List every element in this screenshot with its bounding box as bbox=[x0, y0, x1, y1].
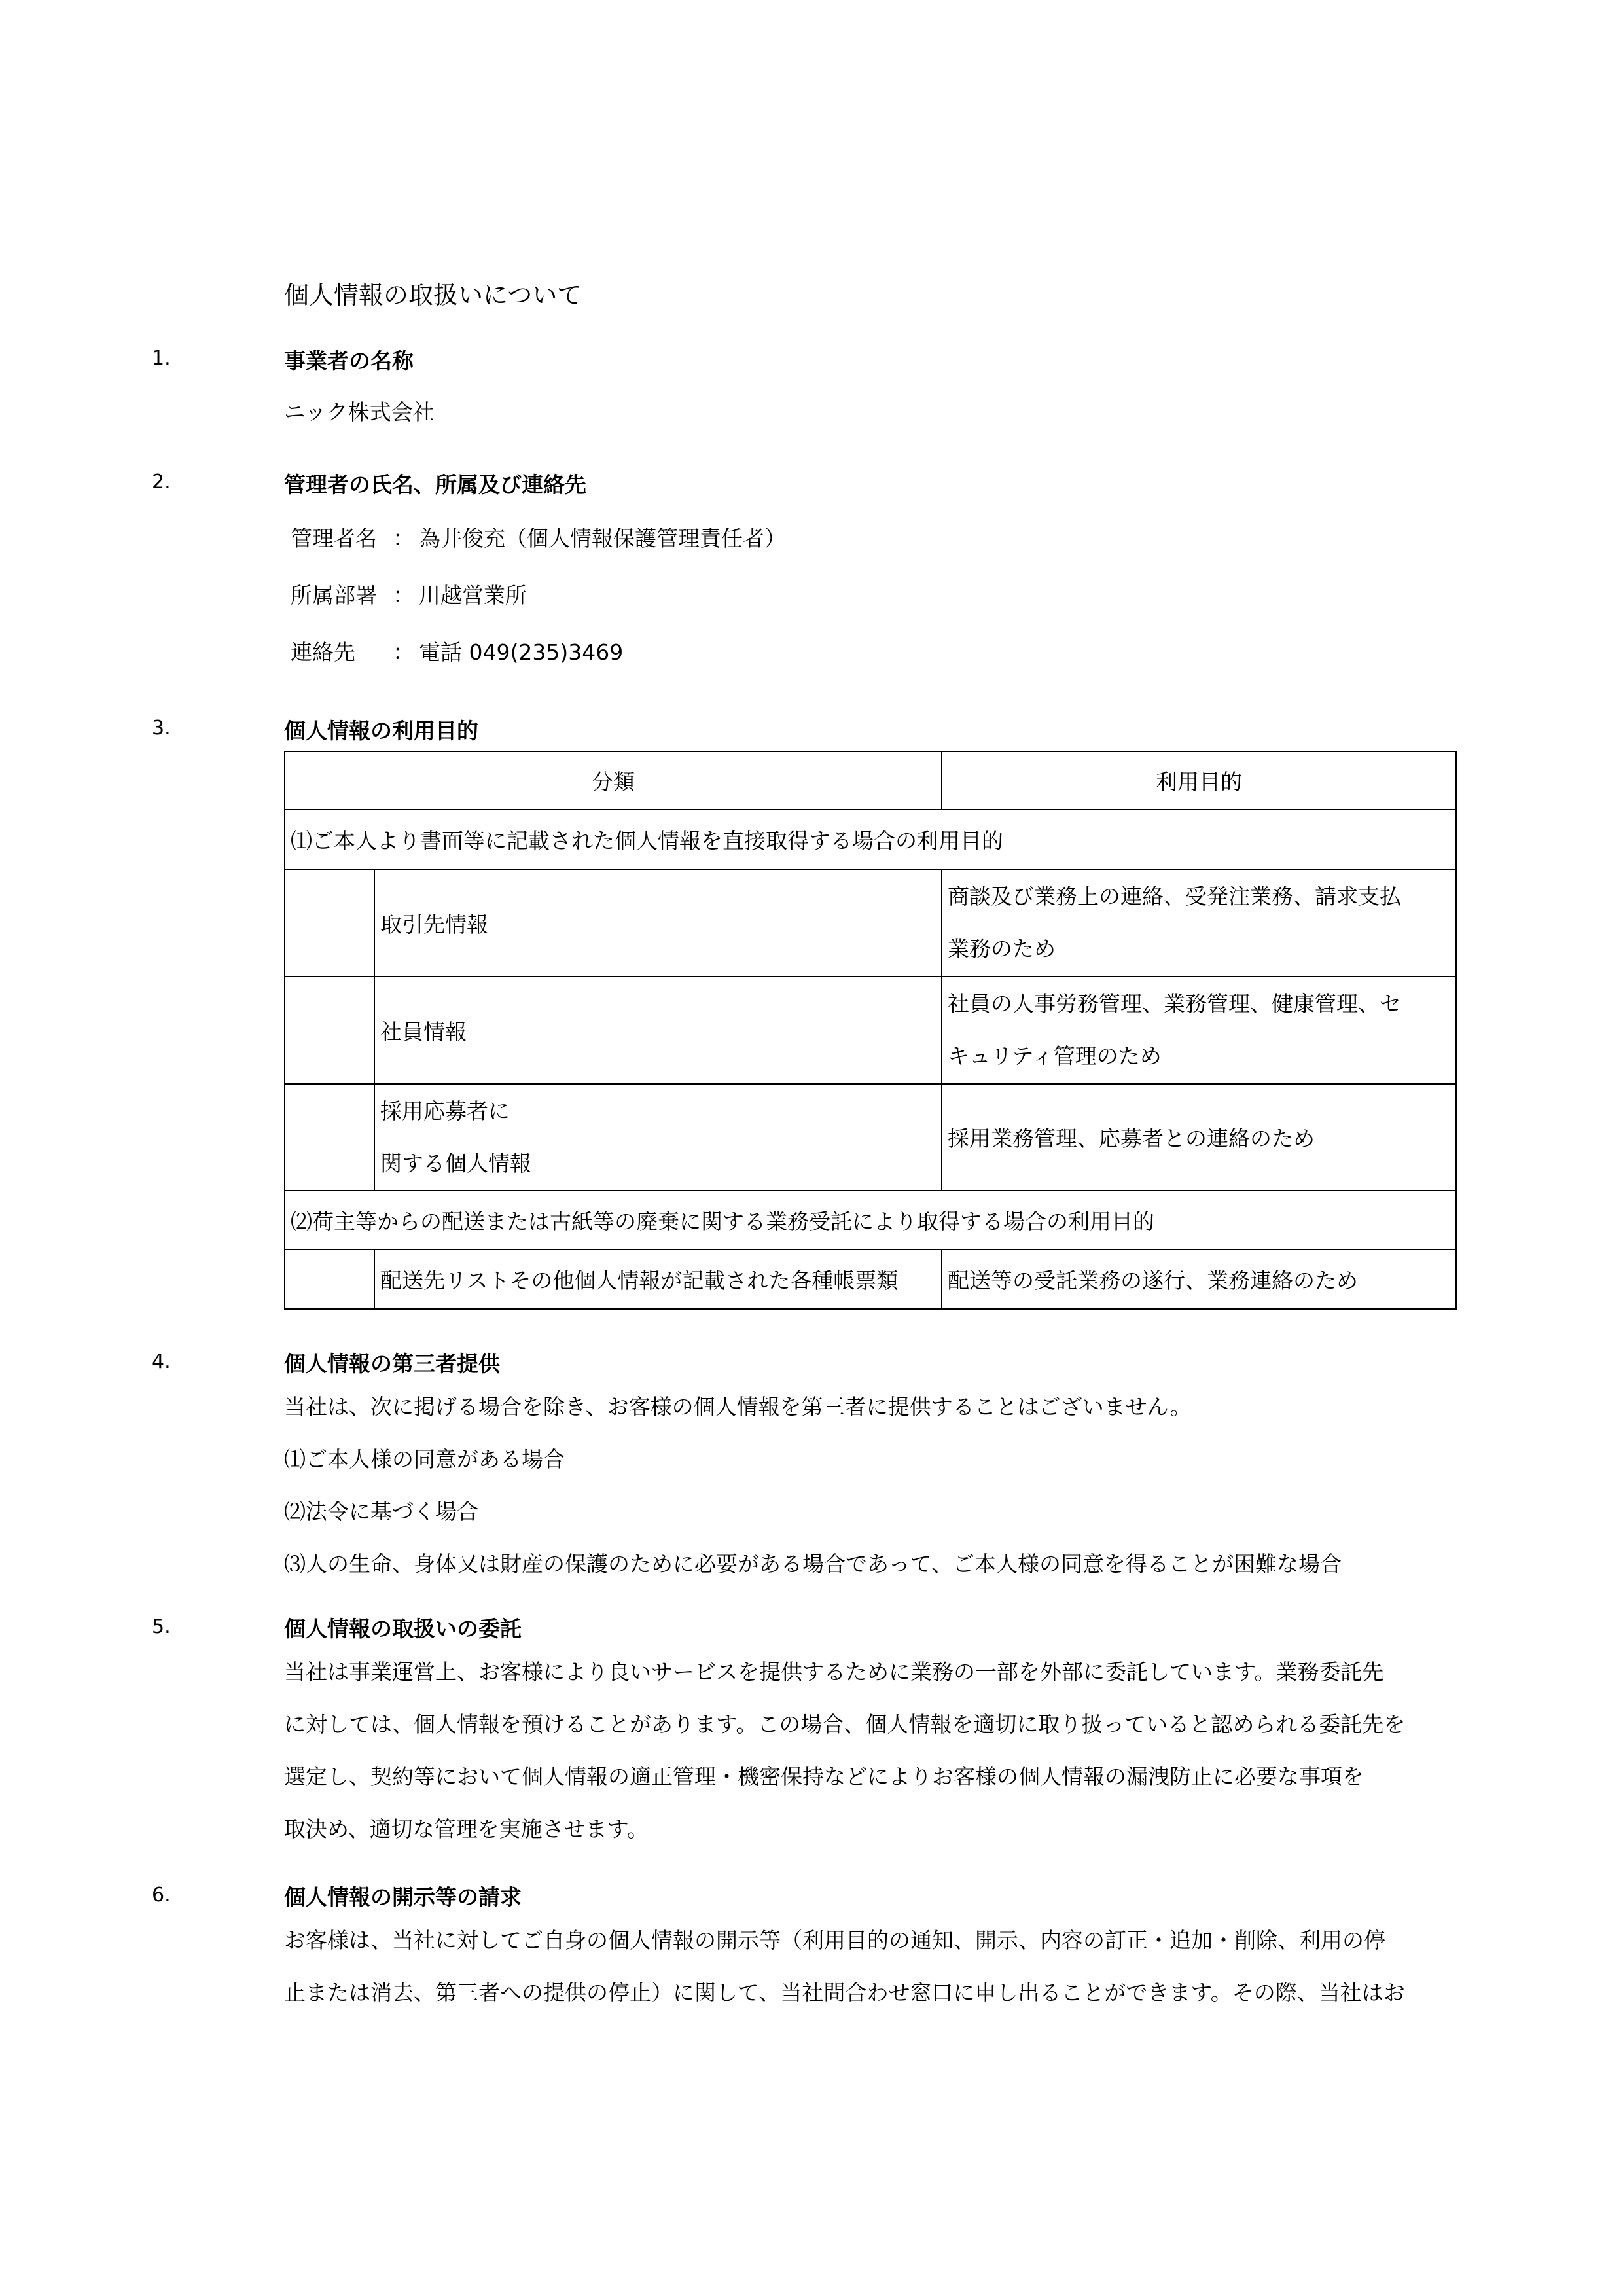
section-4-heading: 個人情報の第三者提供 bbox=[284, 1351, 500, 1376]
section-3-number: 3. bbox=[152, 717, 171, 740]
table-group-row bbox=[285, 1191, 1456, 1249]
section-6-body bbox=[284, 1914, 1462, 2019]
company-name: ニック株式会社 bbox=[284, 399, 435, 425]
purpose-cell bbox=[942, 977, 1456, 1084]
blank-cell bbox=[285, 1249, 374, 1309]
section-6-number: 6. bbox=[152, 1884, 171, 1907]
table-row bbox=[285, 1084, 1456, 1191]
table-row bbox=[285, 977, 1456, 1084]
manager-name-separator: ： bbox=[393, 526, 414, 551]
paragraph-line: ⑴ご本人様の同意がある場合 bbox=[284, 1446, 565, 1472]
table-group-row bbox=[285, 810, 1456, 869]
header-category: 分類 bbox=[285, 751, 942, 810]
manager-name-label: 管理者名 bbox=[291, 526, 377, 551]
section-5-heading: 個人情報の取扱いの委託 bbox=[284, 1616, 522, 1641]
section-4-number: 4. bbox=[152, 1350, 171, 1373]
section-3-heading: 個人情報の利用目的 bbox=[284, 718, 478, 744]
section-5-number: 5. bbox=[152, 1615, 171, 1638]
header-purpose: 利用目的 bbox=[942, 751, 1456, 810]
purpose-line: キュリティ管理のため bbox=[948, 1043, 1162, 1069]
section-1-heading: 事業者の名称 bbox=[284, 348, 414, 374]
paragraph-line: お客様は、当社に対してご自身の個人情報の開示等（利用目的の通知、開示、内容の訂正・追加・削除、利用の停 bbox=[284, 1928, 1385, 1953]
purpose-table bbox=[284, 751, 1457, 1310]
department-value: 川越営業所 bbox=[419, 583, 527, 608]
table-header-row bbox=[285, 751, 1456, 810]
category-cell: 配送先リストその他個人情報が記載された各種帳票類 bbox=[374, 1249, 942, 1309]
paragraph-line: 当社は、次に掲げる場合を除き、お客様の個人情報を第三者に提供することはございません。 bbox=[284, 1394, 1192, 1420]
section-2-number: 2. bbox=[152, 471, 171, 493]
purpose-cell: 採用業務管理、応募者との連絡のため bbox=[942, 1084, 1456, 1191]
department-label: 所属部署 bbox=[291, 583, 377, 608]
purpose-cell bbox=[942, 869, 1456, 977]
table-row bbox=[285, 869, 1456, 977]
purpose-line: 社員の人事労務管理、業務管理、健康管理、セ bbox=[948, 991, 1401, 1016]
category-cell: 取引先情報 bbox=[374, 869, 942, 977]
group-1-label: ⑴ご本人より書面等に記載された個人情報を直接取得する場合の利用目的 bbox=[285, 810, 1456, 869]
paragraph-line: ⑶人の生命、身体又は財産の保護のために必要がある場合であって、ご本人様の同意を得ることが困難な場合 bbox=[284, 1551, 1342, 1577]
blank-cell bbox=[285, 1084, 374, 1191]
group-2-label: ⑵荷主等からの配送または古紙等の廃棄に関する業務受託により取得する場合の利用目的 bbox=[285, 1191, 1456, 1249]
purpose-cell: 配送等の受託業務の遂行、業務連絡のため bbox=[942, 1249, 1456, 1309]
department-separator: ： bbox=[393, 583, 414, 608]
page-title: 個人情報の取扱いについて bbox=[284, 281, 582, 310]
category-line: 採用応募者に bbox=[380, 1098, 510, 1124]
paragraph-line: 当社は事業運営上、お客様により良いサービスを提供するために業務の一部を外部に委託しています。業務委託先 bbox=[284, 1659, 1384, 1685]
manager-name-value: 為井俊充（個人情報保護管理責任者） bbox=[419, 526, 786, 551]
category-cell bbox=[374, 1084, 942, 1191]
section-5-body bbox=[284, 1646, 1462, 1856]
blank-cell bbox=[285, 977, 374, 1084]
paragraph-line: 止または消去、第三者への提供の停止）に関して、当社問合わせ窓口に申し出ることができます。その際、当社はお bbox=[284, 1980, 1405, 2005]
purpose-line: 商談及び業務上の連絡、受発注業務、請求支払 bbox=[948, 884, 1401, 909]
contact-separator: ： bbox=[393, 639, 414, 665]
category-line: 関する個人情報 bbox=[380, 1150, 531, 1176]
section-4-body bbox=[284, 1381, 1462, 1590]
blank-cell bbox=[285, 869, 374, 977]
paragraph-line: ⑵法令に基づく場合 bbox=[284, 1499, 478, 1524]
table-row bbox=[285, 1249, 1456, 1309]
contact-value: 電話 049(235)3469 bbox=[419, 639, 624, 665]
paragraph-line: 取決め、適切な管理を実施させます。 bbox=[284, 1816, 649, 1842]
category-cell: 社員情報 bbox=[374, 977, 942, 1084]
contact-label: 連絡先 bbox=[291, 639, 355, 665]
paragraph-line: 選定し、契約等において個人情報の適正管理・機密保持などによりお客様の個人情報の漏洩防止に必要な事項を bbox=[284, 1764, 1364, 1789]
section-2-heading: 管理者の氏名、所属及び連絡先 bbox=[284, 472, 586, 497]
purpose-line: 業務のため bbox=[948, 936, 1056, 961]
section-1-number: 1. bbox=[152, 347, 171, 370]
section-6-heading: 個人情報の開示等の請求 bbox=[284, 1884, 522, 1910]
paragraph-line: に対しては、個人情報を預けることがあります。この場合、個人情報を適切に取り扱っていると認められる委託先を bbox=[284, 1712, 1406, 1737]
